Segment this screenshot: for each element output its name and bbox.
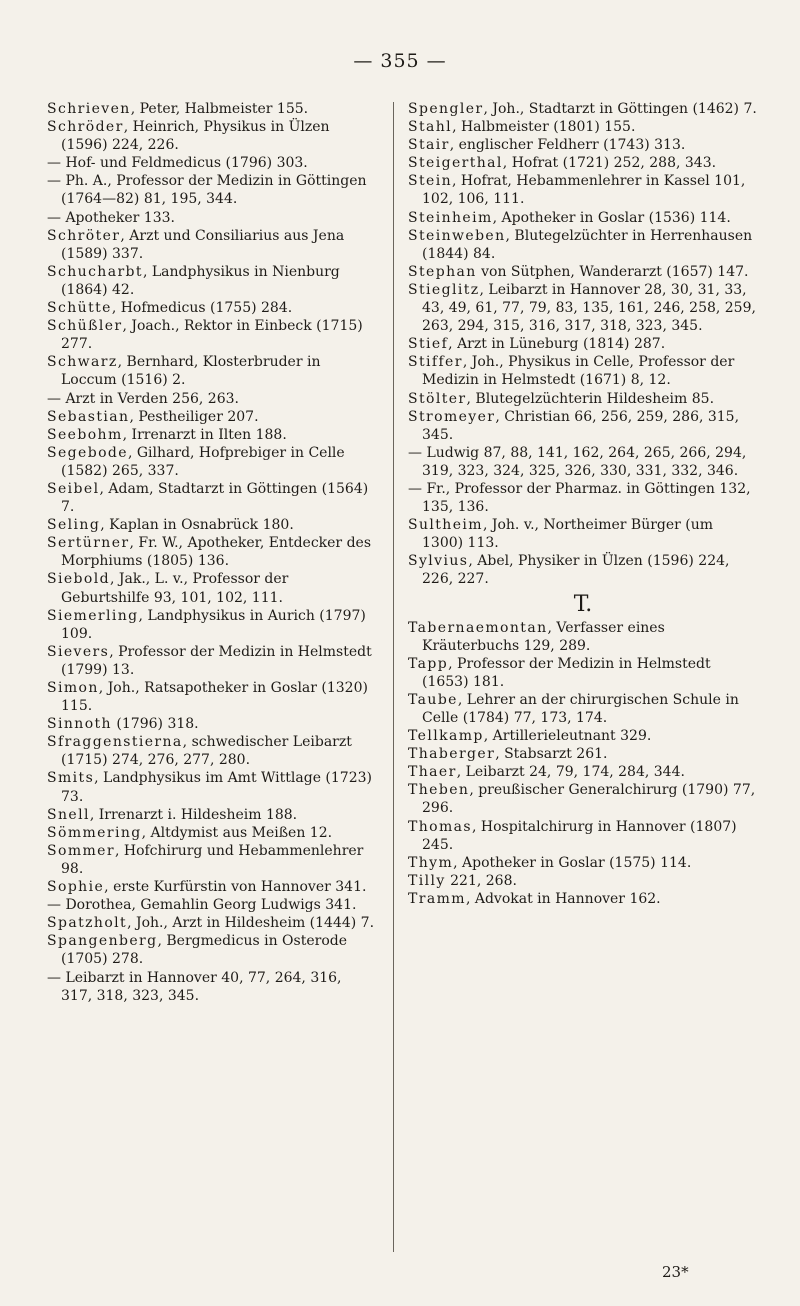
index-entry xyxy=(47,390,377,408)
entry-headword: Tapp xyxy=(408,655,449,672)
index-entry xyxy=(408,516,758,552)
index-entry xyxy=(408,390,758,408)
entry-text: , Hofchirurg und Hebammenlehrer 98. xyxy=(61,842,364,877)
index-entry xyxy=(47,733,377,769)
index-entry xyxy=(408,263,758,281)
index-entry xyxy=(408,154,758,172)
index-entry xyxy=(408,619,758,655)
entry-text: , Joh., Stadtarzt in Göttingen (1462) 7. xyxy=(483,101,757,117)
index-entry xyxy=(408,745,758,763)
entry-headword: Simon xyxy=(47,680,99,696)
index-entry xyxy=(408,227,758,263)
entry-text: , Joach., Rektor in Einbeck (1715) 277. xyxy=(61,318,363,353)
entry-text: , Apotheker in Goslar (1536) 114. xyxy=(492,209,731,226)
index-entry xyxy=(47,100,377,118)
entry-headword: Thaer xyxy=(408,764,457,781)
index-entry xyxy=(47,643,377,679)
entry-text: , Joh. v., Northeimer Bürger (um 1300) 113. xyxy=(422,517,714,552)
index-entry xyxy=(47,969,377,1005)
entry-headword: Schröter xyxy=(47,227,121,244)
entry-headword: Steinheim xyxy=(408,209,493,226)
entry-headword: Schrieven xyxy=(47,101,131,117)
entry-headword: Tabernaemontan xyxy=(408,619,548,636)
index-entry xyxy=(47,317,377,353)
index-entry xyxy=(47,444,377,480)
entry-text: , Leibarzt 24, 79, 174, 284, 344. xyxy=(456,764,685,781)
entry-headword: Stiffer xyxy=(408,354,463,371)
index-entry xyxy=(47,426,377,444)
entry-text: , Landphysikus in Aurich (1797) 109. xyxy=(61,607,366,642)
entry-headword: Sultheim xyxy=(408,517,483,534)
entry-text: , Joh., Ratsapotheker in Goslar (1320) 115. xyxy=(61,680,368,715)
entry-text: , Bernhard, Klosterbruder in Loccum (1516) 2. xyxy=(61,354,321,389)
index-entry xyxy=(47,209,377,227)
entry-text: , Altdymist aus Meißen 12. xyxy=(141,824,333,841)
entry-headword: Sievers xyxy=(47,643,110,660)
index-entry xyxy=(47,408,377,426)
footer-signature: 23* xyxy=(662,1263,689,1281)
entry-text: , Landphysikus in Nienburg (1864) 42. xyxy=(61,263,340,298)
entry-text: (1796) 318. xyxy=(111,716,199,733)
entry-headword: Theben xyxy=(408,782,470,799)
entry-text: — Dorothea, Gemahlin Georg Ludwigs 341. xyxy=(47,897,357,914)
index-entry xyxy=(47,534,377,570)
entry-headword: Sylvius xyxy=(408,553,469,570)
entry-text: — Ludwig 87, 88, 141, 162, 264, 265, 266, 294, 319, 323, 324, 325, 326, 330, 331, 332, 346. xyxy=(408,444,747,479)
index-entry xyxy=(47,679,377,715)
index-entry xyxy=(408,691,758,727)
entry-text: , preußischer Generalchirurg (1790) 77, 296. xyxy=(422,782,756,817)
entry-headword: Sfraggenstierna xyxy=(47,734,183,751)
index-entry xyxy=(408,118,758,136)
index-entry xyxy=(408,781,758,817)
entry-text: , Hofrat (1721) 252, 288, 343. xyxy=(502,155,717,172)
index-entry xyxy=(408,209,758,227)
index-entry xyxy=(408,335,758,353)
index-entry xyxy=(47,154,377,172)
entry-headword: Sommer xyxy=(47,842,115,859)
column-divider xyxy=(393,102,394,1252)
page-number: — 355 — xyxy=(353,50,447,72)
entry-text: , Christian 66, 256, 259, 286, 315, 345. xyxy=(422,408,740,443)
entry-text: , Irrenarzt i. Hildesheim 188. xyxy=(89,806,298,823)
entry-headword: Stein xyxy=(408,173,452,190)
entry-text: , Landphysikus im Amt Wittlage (1723) 73. xyxy=(61,770,372,805)
index-entry xyxy=(408,854,758,872)
entry-text: — Leibarzt in Hannover 40, 77, 264, 316, 317, 318, 323, 345. xyxy=(47,969,342,1004)
entry-text: , Halbmeister (1801) 155. xyxy=(452,119,636,136)
index-entry xyxy=(408,353,758,389)
entry-text: 221, 268. xyxy=(445,872,517,889)
entry-text: , Joh., Physikus in Celle, Professor der Medizin in Helmstedt (1671) 8, 12. xyxy=(422,354,735,389)
entry-text: , Professor der Medizin in Helmstedt (1799) 13. xyxy=(61,643,372,678)
entry-text: , Professor der Medizin in Helmstedt (1653) 181. xyxy=(422,655,711,690)
index-entry xyxy=(408,281,758,335)
entry-text: — Hof- und Feldmedicus (1796) 303. xyxy=(47,155,308,172)
index-entry xyxy=(408,172,758,208)
entry-text: — Fr., Professor der Pharmaz. in Göttingen 132, 135, 136. xyxy=(408,480,751,516)
index-entry xyxy=(408,763,758,781)
entry-text: — Apotheker 133. xyxy=(47,209,175,226)
entry-text: , Bergmedicus in Osterode (1705) 278. xyxy=(61,933,347,968)
entry-text: — Arzt in Verden 256, 263. xyxy=(47,390,239,407)
entry-headword: Schröder xyxy=(47,119,124,136)
index-entry xyxy=(47,896,377,914)
index-entry xyxy=(47,480,377,516)
index-entry xyxy=(47,824,377,842)
entry-headword: Stromeyer xyxy=(408,408,496,425)
entry-headword: Thomas xyxy=(408,818,472,835)
index-entry xyxy=(47,570,377,606)
index-entry xyxy=(408,890,758,908)
entry-headword: Sinnoth xyxy=(47,716,112,733)
entry-headword: Spangenberg xyxy=(47,933,158,950)
index-entry xyxy=(408,872,758,890)
index-entry xyxy=(408,655,758,691)
entry-text: — Ph. A., Professor der Medizin in Göttingen (1764—82) 81, 195, 344. xyxy=(47,173,367,208)
entry-headword: Thym xyxy=(408,854,454,871)
index-entry xyxy=(47,715,377,733)
entry-headword: Tilly xyxy=(408,872,446,889)
index-entry xyxy=(47,769,377,805)
entry-headword: Stair xyxy=(408,137,450,154)
entry-headword: Steinweben xyxy=(408,227,506,244)
index-entry xyxy=(408,727,758,745)
entry-headword: Sophie xyxy=(47,879,105,896)
index-entry xyxy=(47,806,377,824)
entry-headword: Siemerling xyxy=(47,607,139,624)
entry-headword: Sebastian xyxy=(47,408,130,425)
entry-headword: Spengler xyxy=(408,101,484,117)
entry-headword: Tramm xyxy=(408,890,466,907)
entry-headword: Sertürner xyxy=(47,535,130,552)
entry-headword: Segebode xyxy=(47,444,128,461)
entry-text: , Pestheiliger 207. xyxy=(129,408,259,425)
entry-headword: Stahl xyxy=(408,119,453,136)
index-entry xyxy=(47,299,377,317)
entry-headword: Stief xyxy=(408,336,449,353)
entry-headword: Schucharbt xyxy=(47,263,143,280)
entry-text: , Irrenarzt in Ilten 188. xyxy=(122,426,287,443)
index-entry xyxy=(47,227,377,263)
entry-headword: Tellkamp xyxy=(408,728,484,745)
index-entry xyxy=(408,480,758,516)
index-entry xyxy=(47,607,377,643)
section-letter: T. xyxy=(573,591,593,617)
entry-headword: Spatzholt xyxy=(47,915,128,932)
entry-text: , erste Kurfürstin von Hannover 341. xyxy=(104,879,367,896)
entry-text: von Sütphen, Wanderarzt (1657) 147. xyxy=(476,263,749,280)
entry-text: , Artillerieleutnant 329. xyxy=(483,728,652,745)
entry-text: , Blutegelzüchterin Hildesheim 85. xyxy=(466,390,715,407)
entry-text: , Verfasser eines Kräuterbuchs 129, 289. xyxy=(422,619,665,654)
entry-headword: Stölter xyxy=(408,390,467,407)
entry-text: , englischer Feldherr (1743) 313. xyxy=(449,137,686,154)
entry-text: , Lehrer an der chirurgischen Schule in Celle (1784) 77, 173, 174. xyxy=(422,691,739,726)
index-entry xyxy=(47,878,377,896)
index-entry xyxy=(408,408,758,444)
entry-text: , Hofrat, Hebammenlehrer in Kassel 101, 102, 106, 111. xyxy=(422,173,746,208)
entry-text: , schwedischer Leibarzt (1715) 274, 276, 277, 280. xyxy=(61,734,352,769)
entry-text: , Jak., L. v., Professor der Geburtshilfe 93, 101, 102, 111. xyxy=(61,571,289,606)
index-entry xyxy=(408,552,758,588)
entry-text: , Peter, Halbmeister 155. xyxy=(130,101,309,117)
left-column xyxy=(47,100,377,1005)
index-entry xyxy=(47,932,377,968)
entry-text: , Fr. W., Apotheker, Entdecker des Morphiums (1805) 136. xyxy=(61,535,372,570)
entry-text: , Arzt und Consiliarius aus Jena (1589) 337. xyxy=(61,227,345,262)
index-entry xyxy=(408,818,758,854)
entry-text: , Apotheker in Goslar (1575) 114. xyxy=(453,854,692,871)
index-entry xyxy=(47,118,377,154)
index-entry xyxy=(47,263,377,299)
entry-headword: Seibel xyxy=(47,480,100,497)
entry-text: , Gilhard, Hofprebiger in Celle (1582) 265, 337. xyxy=(61,444,345,479)
entry-text: , Stabsarzt 261. xyxy=(495,746,608,763)
right-column xyxy=(408,100,758,908)
entry-text: , Abel, Physiker in Ülzen (1596) 224, 226, 227. xyxy=(422,553,730,588)
index-entry xyxy=(408,136,758,154)
index-entry xyxy=(47,842,377,878)
entry-text: , Hospitalchirurg in Hannover (1807) 245. xyxy=(422,818,737,853)
entry-headword: Steigerthal xyxy=(408,155,503,172)
entry-text: , Hofmedicus (1755) 284. xyxy=(111,300,293,317)
entry-text: , Arzt in Lüneburg (1814) 287. xyxy=(448,336,666,353)
entry-text: , Joh., Arzt in Hildesheim (1444) 7. xyxy=(127,915,375,932)
entry-headword: Seebohm xyxy=(47,426,123,443)
entry-headword: Taube xyxy=(408,691,458,708)
entry-text: , Adam, Stadtarzt in Göttingen (1564) 7. xyxy=(61,480,369,516)
entry-text: , Blutegelzüchter in Herrenhausen (1844) 84. xyxy=(422,227,753,262)
entry-headword: Stephan xyxy=(408,263,477,280)
entry-headword: Snell xyxy=(47,806,90,823)
entry-headword: Sömmering xyxy=(47,824,142,841)
entry-headword: Stieglitz xyxy=(408,281,480,298)
index-entry xyxy=(408,100,758,118)
entry-headword: Schütte xyxy=(47,300,112,317)
entry-headword: Siebold xyxy=(47,571,110,588)
index-entry xyxy=(47,172,377,208)
entry-text: , Heinrich, Physikus in Ülzen (1596) 224, 226. xyxy=(61,119,330,154)
index-entry xyxy=(47,353,377,389)
entry-headword: Schüßler xyxy=(47,318,123,335)
index-entry xyxy=(408,444,758,480)
entry-headword: Schwarz xyxy=(47,354,118,371)
entry-text: , Advokat in Hannover 162. xyxy=(465,890,661,907)
entry-headword: Thaberger xyxy=(408,746,496,763)
index-entry xyxy=(47,516,377,534)
index-entry xyxy=(47,914,377,932)
entry-headword: Seling xyxy=(47,517,101,534)
entry-text: , Leibarzt in Hannover 28, 30, 31, 33, 43, 49, 61, 77, 79, 83, 135, 161, 246, 258, 259, 263, 294, 315, 316, 317, 318, 323, 345. xyxy=(422,281,756,335)
entry-headword: Smits xyxy=(47,770,95,787)
entry-text: , Kaplan in Osnabrück 180. xyxy=(100,517,294,534)
